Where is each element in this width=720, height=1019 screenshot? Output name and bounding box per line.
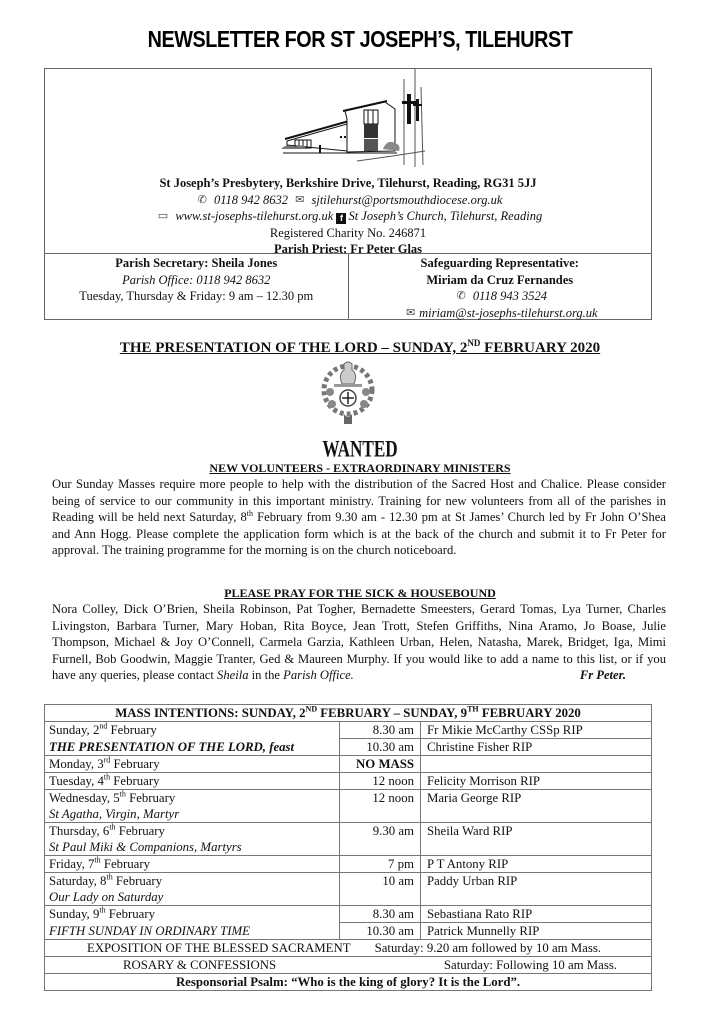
contact-details: [45, 175, 651, 258]
table-row: [45, 823, 652, 856]
parish-phone: 0118 942 8632: [213, 192, 289, 207]
mass-time: 8.30 am: [340, 722, 421, 739]
contacts-row: [45, 253, 651, 320]
church-illustration: [257, 69, 457, 169]
mass-intention: [421, 756, 652, 773]
mass-feast: FIFTH SUNDAY IN ORDINARY TIME: [45, 923, 340, 940]
safeguarding-phone: 0118 943 3524: [472, 289, 547, 303]
mass-intention: Felicity Morrison RIP: [421, 773, 652, 790]
facebook-icon: f: [336, 213, 346, 224]
charity-number: Registered Charity No. 246871: [269, 225, 427, 240]
exposition-row: [45, 940, 652, 957]
feast-heading-text: THE PRESENTATION OF THE LORD – SUNDAY, 2: [119, 340, 468, 356]
office-hours: Tuesday, Thursday & Friday: 9 am – 12.30 pm: [79, 289, 314, 303]
feast-heading-suffix: FEBRUARY 2020: [480, 340, 601, 356]
mass-intention: P T Antony RIP: [421, 856, 652, 873]
wanted-banner: WANTED: [322, 435, 398, 462]
table-row: [45, 773, 652, 790]
parish-info-box: [44, 68, 652, 320]
phone-icon: ✆: [456, 290, 466, 302]
mass-feast: THE PRESENTATION OF THE LORD, feast: [45, 739, 340, 756]
table-row: [45, 739, 652, 756]
signature: Fr Peter.: [579, 668, 626, 682]
volunteers-text-sup: th: [246, 508, 254, 518]
mass-day: Tuesday, 4th February: [45, 773, 340, 790]
contact-place: Parish Office.: [283, 668, 354, 682]
table-row: [45, 722, 652, 739]
mass-day: Wednesday, 5th February St Agatha, Virgin, Martyr: [45, 790, 340, 823]
eucharist-emblem-icon: [320, 358, 376, 428]
facebook-link[interactable]: St Joseph’s Church, Tilehurst, Reading: [348, 209, 543, 223]
psalm-row: [45, 974, 652, 991]
safeguarding-title: Safeguarding Representative:: [420, 256, 579, 270]
rosary-row: [45, 957, 652, 974]
mass-intention: Christine Fisher RIP: [421, 739, 652, 756]
mass-day: Sunday, 9th February: [45, 906, 340, 923]
mass-time: 10 am: [340, 873, 421, 906]
mass-table-heading: MASS INTENTIONS: SUNDAY, 2ND FEBRUARY – SUNDAY, 9TH FEBRUARY 2020: [45, 705, 652, 722]
mass-time: 8.30 am: [340, 906, 421, 923]
mass-day: Sunday, 2nd February: [45, 722, 340, 739]
volunteers-heading: NEW VOLUNTEERS - EXTRAORDINARY MINISTERS: [209, 461, 511, 475]
exposition-detail: Saturday: 9.20 am followed by 10 am Mass.: [374, 941, 601, 955]
feast-heading-sup: ND: [467, 338, 481, 348]
responsorial-psalm: Responsorial Psalm: “Who is the king of glory? It is the Lord”.: [45, 974, 652, 991]
mass-time: 10.30 am: [340, 739, 421, 756]
mass-day: Saturday, 8th February Our Lady on Saturday: [45, 873, 340, 906]
volunteers-text-a: Our Sunday Masses require more people to help with the distribution of the Sacred Host and Chalice. Please consider being of service to our community in this important ministry. Training for new volunteers from all of the parishes in Reading will be held next Saturday, 8: [52, 477, 666, 524]
volunteers-text: [52, 476, 666, 559]
table-row: [45, 906, 652, 923]
phone-icon: ✆: [197, 193, 207, 206]
table-row: [45, 923, 652, 940]
rosary-label: ROSARY & CONFESSIONS: [123, 958, 277, 972]
mass-time: 7 pm: [340, 856, 421, 873]
table-row: [45, 790, 652, 823]
table-row: [45, 856, 652, 873]
office-phone: Parish Office: 0118 942 8632: [122, 272, 271, 287]
computer-icon: ▭: [157, 210, 169, 222]
table-row: [45, 756, 652, 773]
mass-day: Thursday, 6th February St Paul Miki & Companions, Martyrs: [45, 823, 340, 856]
exposition-label: EXPOSITION OF THE BLESSED SACRAMENT: [87, 941, 351, 955]
mass-intention: Patrick Munnelly RIP: [421, 923, 652, 940]
mass-time: 10.30 am: [340, 923, 421, 940]
mass-intention: Sebastiana Rato RIP: [421, 906, 652, 923]
safeguarding-panel: [349, 254, 652, 320]
mass-time: 9.30 am: [340, 823, 421, 856]
safeguarding-name: Miriam da Cruz Fernandes: [426, 272, 574, 287]
mass-time: NO MASS: [340, 756, 421, 773]
newsletter-title: NEWSLETTER FOR ST JOSEPH’S, TILEHURST: [147, 26, 573, 52]
parish-priest: Parish Priest: Fr Peter Glas: [273, 242, 423, 256]
sick-list: [52, 601, 666, 684]
mass-time: 12 noon: [340, 790, 421, 823]
secretary-title: Parish Secretary: Sheila Jones: [115, 256, 278, 270]
contact-mid: in the: [248, 668, 284, 682]
table-row: [45, 873, 652, 906]
sick-names: Nora Colley, Dick O’Brien, Sheila Robinson, Pat Togher, Bernadette Smeesters, Gerard Tomas, Lya Turner, Charles Livingston, Barbara Turner, Mary Hoban, Rita Boyce, Jean Trott, Stefen Griffiths, Nina Aramo, Jo Boase, Julie Thompson, Michael & Joy O’Connell, Carmela Garzia, Kathleen Urban, Helen, Natasha, Marek, Bridget, Iga, Mimi Furnell, Bob Goodwin, Maggie Tranter, Ged & Maureen Murphy. If you would like to add a name to this list, or if you have any queries, please contact: [52, 602, 666, 682]
mass-day: Friday, 7th February: [45, 856, 340, 873]
rosary-detail: Saturday: Following 10 am Mass.: [443, 958, 617, 972]
mass-intention: Sheila Ward RIP: [421, 823, 652, 856]
presbytery-address: St Joseph’s Presbytery, Berkshire Drive, Tilehurst, Reading, RG31 5JJ: [159, 176, 537, 190]
mass-day: Monday, 3rd February: [45, 756, 340, 773]
envelope-icon: ✉: [295, 193, 305, 206]
mass-intention: Fr Mikie McCarthy CSSp RIP: [421, 722, 652, 739]
volunteers-text-b: February from 9.30 am - 12.30 pm at St James’ Church led by Fr John O’Shea and Ann Hogg. Please complete the application form which is at the back of the church and submit it to Fr Peter for approval. The training programme for the morning is on the church noticeboard.: [52, 510, 666, 557]
mass-intentions-table: [44, 704, 652, 991]
website-link[interactable]: www.st-josephs-tilehurst.org.uk: [175, 209, 334, 223]
safeguarding-email-link[interactable]: miriam@st-josephs-tilehurst.org.uk: [419, 305, 598, 320]
parish-email-link[interactable]: sjtilehurst@portsmouthdiocese.org.uk: [311, 192, 503, 207]
mass-intention: Maria George RIP: [421, 790, 652, 823]
contact-name: Sheila: [217, 668, 249, 682]
feast-heading: [0, 338, 720, 357]
envelope-icon: ✉: [405, 306, 416, 319]
mass-intention: Paddy Urban RIP: [421, 873, 652, 906]
sick-heading: PLEASE PRAY FOR THE SICK & HOUSEBOUND: [224, 586, 496, 600]
secretary-panel: [45, 254, 349, 320]
mass-time: 12 noon: [340, 773, 421, 790]
